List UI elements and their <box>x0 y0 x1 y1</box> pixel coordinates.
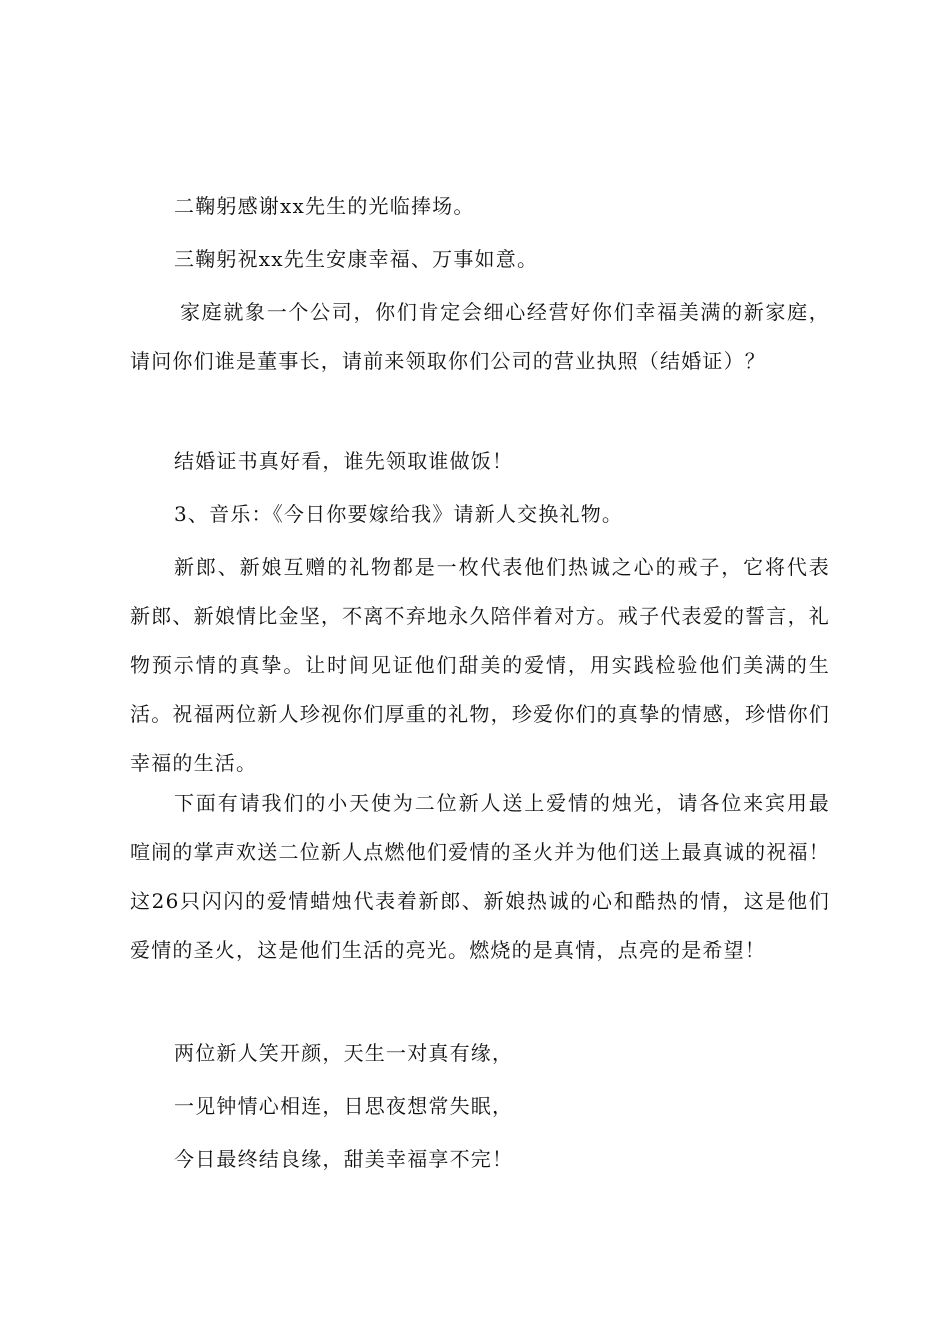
paragraph-candles: 下面有请我们的小天使为二位新人送上爱情的烛光，请各位来宾用最喧闹的掌声欢送二位新人点燃他们爱情的圣火并为他们送上最真诚的祝福！这26只闪闪的爱情蜡烛代表着新郎、新娘热诚的心和酷热的情，这是他们爱情的圣火，这是他们生活的亮光。燃烧的是真情，点亮的是希望！ <box>130 791 830 962</box>
paragraph-marriage-certificate: 结婚证书真好看，谁先领取谁做饭！ <box>174 449 514 473</box>
paragraph-family-company: 家庭就象一个公司，你们肯定会细心经营好你们幸福美满的新家庭，请问你们谁是董事长，请前来领取你们公司的营业执照（结婚证）？ <box>130 300 830 373</box>
paragraph-rings: 新郎、新娘互赠的礼物都是一枚代表他们热诚之心的戒子，它将代表新郎、新娘情比金坚，不离不弃地永久陪伴着对方。戒子代表爱的誓言，礼物预示情的真挚。让时间见证他们甜美的爱情，用实践检验他们美满的生活。祝福两位新人珍视你们厚重的礼物，珍爱你们的真挚的情感，珍惜你们幸福的生活。 <box>130 555 830 775</box>
poem-line-3: 今日最终结良缘，甜美幸福享不完！ <box>174 1147 514 1171</box>
paragraph-bow-three: 三鞠躬祝xx先生安康幸福、万事如意。 <box>174 247 539 271</box>
poem-line-1: 两位新人笑开颜，天生一对真有缘， <box>174 1041 514 1065</box>
paragraph-music-exchange-gifts: 3、音乐：《今日你要嫁给我》请新人交换礼物。 <box>174 502 624 526</box>
paragraph-bow-two: 二鞠躬感谢xx先生的光临捧场。 <box>174 194 475 218</box>
poem-line-2: 一见钟情心相连，日思夜想常失眠， <box>174 1094 514 1118</box>
